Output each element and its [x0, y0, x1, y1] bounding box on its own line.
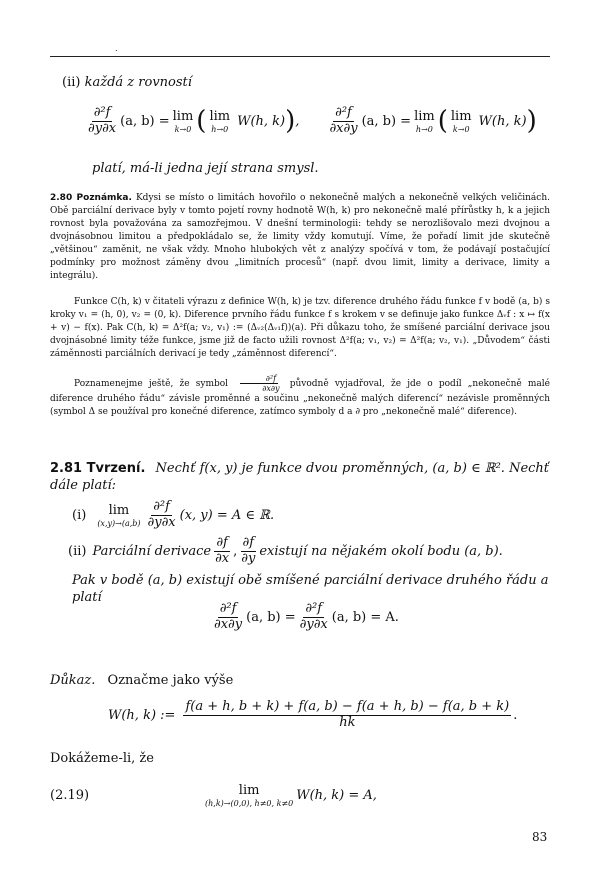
- eq-2-19-rest: W(h, k) = A,: [296, 787, 377, 803]
- theorem-label: 2.81 Tvrzení.: [50, 461, 146, 476]
- page-number: 83: [532, 830, 548, 844]
- c1-lim: lim: [108, 503, 130, 519]
- eq-end: (a, b) = A.: [331, 609, 399, 625]
- theorem-condition-ii: [68, 536, 503, 567]
- c2-after: existují na nějakém okolí bodu (a, b).: [259, 543, 503, 559]
- eq-left-num: ∂²f: [93, 105, 111, 120]
- proof-intro: [50, 672, 233, 689]
- c1-num: ∂²f: [153, 499, 170, 514]
- eq-num2: ∂²f: [305, 601, 323, 616]
- eq-2-19-lim: lim: [238, 783, 260, 798]
- lim-outer-2: lim: [414, 109, 435, 125]
- item-ii-label: (ii): [62, 75, 81, 90]
- lim-inner-sub-1: h→0: [211, 125, 229, 135]
- eq-left-den: ∂y∂x: [88, 120, 117, 136]
- remark-p1: Kdysi se místo o limitách hovořilo o nekonečně malých a nekonečně velkých veličinách. Obě parciální derivace byly v tomto pojetí rovny hodnotě W(h, k) pro nekonečně malé přírůstky h, k a jejich rovnost byla považována za samozřejmou. V dnešní terminologii: tehdy se nerozlišovalo mezi dvojnou a dvojnásobnou limitou a předpokládalo se, že limity vždy komutují. Víme, že pořadí limit jde skutečně „většinou“ zaměnit, ne však vždy. Mnoho hlubokých vět z analýzy spočívá v tom, že podávají postačující podmínky pro možnost záměny dvou „limitních procesů“ (např. dvou limit, limity a derivace, limity a integrálu).: [50, 193, 550, 281]
- theorem-condition-i: [72, 500, 274, 531]
- eq-num1: ∂²f: [219, 601, 237, 616]
- c1-lim-sub: (x,y)→(a,b): [97, 519, 141, 529]
- lim-outer-1: lim: [172, 109, 194, 125]
- c2-comma: ,: [233, 543, 238, 559]
- remark-p3-after: původně vyjadřoval, že jde o podíl „nekonečně malé diference druhého řádu“ závisle proměnné a součinu „nekonečně malých diferencí“ nezávisle proměnných (symbol Δ se používal pro konečné diference, zatímco symboly d a ∂ pro „nekonečně malé“ diference).: [50, 379, 550, 418]
- w-definition: [108, 700, 517, 731]
- theorem-statement: [50, 460, 550, 494]
- remark-p3-num: ∂²f: [240, 374, 278, 384]
- c1-den: ∂y∂x: [147, 514, 176, 530]
- eq-right-den: ∂x∂y: [329, 120, 358, 136]
- eq-2-19-number: (2.19): [50, 787, 90, 803]
- proof-text: Označme jako výše: [107, 673, 234, 688]
- remark-paragraph-3: [50, 374, 550, 419]
- remark-paragraph-2: Funkce C(h, k) v čitateli výrazu z definice W(h, k) je tzv. diference druhého řádu funkce f v bodě (a, b) s kroky v₁ = (h, 0), v₂ = (0, k). Diference prvního řádu funkce f s krokem v se definuje jako funkce Δᵥf : x ↦ f(x + v) − f(x). Pak C(h, k) = Δ²f(a; v₂, v₁) := (Δᵥ₂(Δᵥ₁f))(a). Při důkazu toho, že smíšené parciální derivace jsou dvojnásobné limity téže funkce, jsme již de facto užili rovnost Δ²f(a; v₁, v₂) = Δ²f(a; v₂, v₁). „Důvodem“ části záměnnosti parciálních derivací je tedy „záměnnost diferencí“.: [50, 297, 550, 359]
- header-rule: [50, 56, 550, 57]
- remark-paragraph-1: [50, 192, 550, 283]
- w-1: W(h, k): [237, 113, 286, 129]
- remark-label: 2.80 Poznámka.: [50, 193, 132, 203]
- eq-den1: ∂x∂y: [214, 616, 243, 632]
- theorem-conclusion: Pak v bodě (a, b) existují obě smíšené parciální derivace druhého řádu a platí: [72, 573, 549, 605]
- item-ii-text: každá z rovností: [84, 75, 192, 90]
- eq-2-19-lim-sub: (h,k)→(0,0), h≠0, k≠0: [205, 799, 294, 808]
- remark-p3-den: ∂x∂y: [262, 384, 280, 394]
- theorem-equation: [210, 602, 399, 633]
- c2-before: Parciální derivace: [92, 543, 212, 559]
- c2-f1-num: ∂f: [216, 535, 228, 550]
- w-den: hk: [339, 714, 356, 730]
- c1-rest: (x, y) = A ∈ ℝ.: [179, 507, 275, 523]
- c2-f1-den: ∂x: [215, 550, 230, 566]
- lim-inner-2: lim: [450, 109, 472, 125]
- c2-f2-num: ∂f: [242, 535, 255, 550]
- item-ii-continuation: platí, má-li jedna její strana smysl.: [92, 161, 319, 176]
- c2-f2-den: ∂y: [241, 550, 256, 566]
- eq-right-args: (a, b) =: [361, 113, 412, 129]
- proof-label: Důkaz.: [50, 673, 96, 688]
- theorem-text: Nechť f(x, y) je funkce dvou proměnných, (a, b) ∈ ℝ². Nechť dále platí:: [50, 461, 550, 493]
- eq-left-args: (a, b) =: [120, 113, 170, 129]
- w-end: .: [513, 707, 518, 723]
- w-lhs: W(h, k) :=: [108, 707, 176, 723]
- lim-outer-sub-1: k→0: [174, 125, 192, 135]
- eq-mid: (a, b) =: [246, 609, 296, 625]
- c2-label: (ii): [68, 543, 87, 559]
- eq-right-num: ∂²f: [335, 105, 352, 120]
- equation-limits: $\frac{\text{∂²f}}{\partial y\partial x}$ (a, b) = lim k→0 ( lim h→0 W(h, k) ) , $\frac{\text{∂²f}}{\partial x\partial y}$ (a, b) = lim h→0 ( lim k→0 W(h, k) ): [88, 105, 537, 136]
- w-2: W(h, k): [478, 113, 527, 129]
- equation-2-19: [50, 782, 550, 808]
- lim-inner-sub-2: k→0: [452, 125, 470, 135]
- lim-inner-1: lim: [209, 109, 231, 125]
- eq-den2: ∂y∂x: [299, 616, 328, 632]
- c1-label: (i): [72, 507, 87, 523]
- proof-show: Dokážeme-li, že: [50, 751, 154, 766]
- lim-outer-sub-2: h→0: [415, 125, 433, 135]
- remark-p3-before: Poznamenejme ještě, že symbol: [74, 379, 229, 390]
- w-num: f(a + h, b + k) + f(a, b) − f(a + h, b) − f(a, b + k): [185, 699, 510, 714]
- header-dot: .: [115, 44, 118, 53]
- item-ii-line: [62, 74, 192, 91]
- eq-sep: ,: [295, 113, 300, 129]
